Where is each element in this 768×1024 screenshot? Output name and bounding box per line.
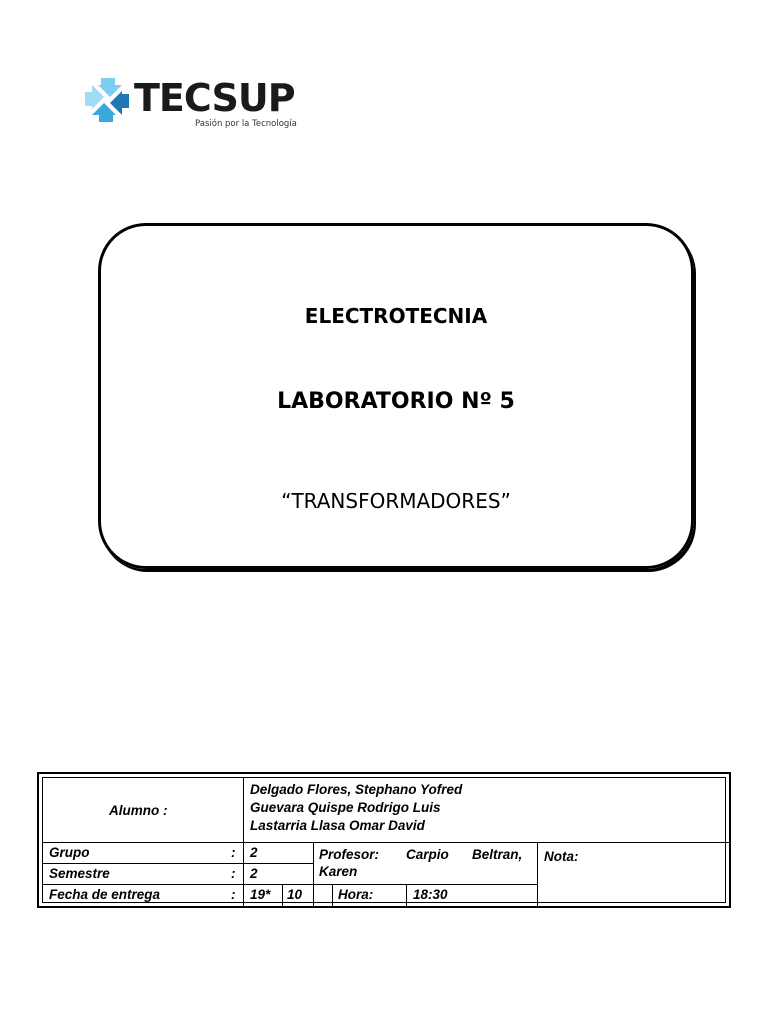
semestre-colon: :: [231, 866, 236, 881]
title-box: [98, 223, 694, 569]
hora-value: 18:30: [413, 887, 448, 902]
semestre-value: 2: [250, 866, 258, 881]
nota-label: Nota:: [544, 849, 579, 864]
fecha-month: 10: [287, 887, 303, 902]
semestre-label: Semestre: [49, 866, 110, 881]
profesor-name-3: Karen: [319, 864, 358, 879]
fecha-colon: :: [231, 887, 236, 902]
student-info-table: [37, 772, 731, 908]
grupo-colon: :: [231, 845, 236, 860]
grupo-label: Grupo: [49, 845, 90, 860]
course-title: ELECTROTECNIA: [304, 304, 488, 328]
profesor-name-2: Beltran,: [472, 847, 523, 862]
lab-topic: “TRANSFORMADORES”: [281, 489, 511, 513]
alumno-3: Lastarria Llasa Omar David: [250, 818, 425, 833]
lab-title: LABORATORIO Nº 5: [277, 389, 515, 414]
logo-tagline: Pasión por la Tecnología: [195, 119, 297, 129]
tecsup-logo: [80, 72, 320, 136]
fecha-label: Fecha de entrega: [49, 887, 161, 902]
profesor-name-1: Carpio: [406, 847, 449, 862]
profesor-label: Profesor:: [319, 847, 380, 862]
alumno-label: Alumno :: [109, 803, 168, 818]
fecha-day: 19*: [250, 887, 271, 902]
alumno-1: Delgado Flores, Stephano Yofred: [250, 782, 463, 797]
hora-label: Hora:: [338, 887, 374, 902]
student-info-table-inner: [42, 777, 726, 903]
tecsup-logo-icon: [80, 72, 134, 128]
grupo-value: 2: [250, 845, 258, 860]
alumno-2: Guevara Quispe Rodrigo Luis: [250, 800, 441, 815]
logo-wordmark: TECSUP: [134, 76, 295, 120]
